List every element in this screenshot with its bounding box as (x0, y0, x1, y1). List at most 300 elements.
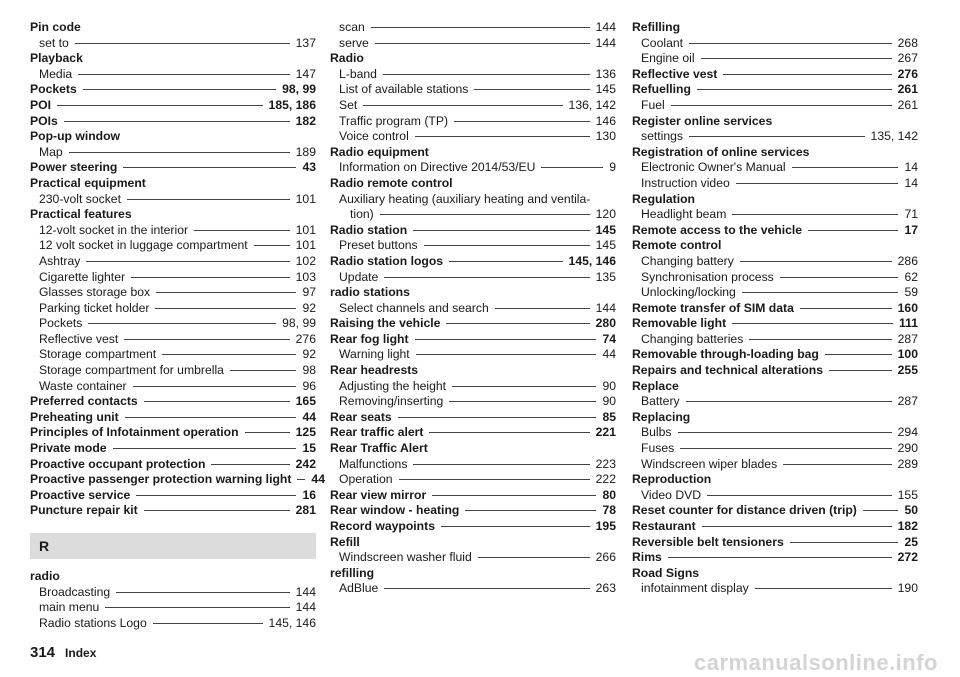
page-reference: 80 (602, 487, 616, 502)
leader-line (697, 89, 892, 90)
entry-label: Voice control (339, 129, 409, 144)
leader-line (105, 607, 289, 608)
index-entry[interactable] (330, 519, 616, 535)
index-entry[interactable] (632, 363, 918, 379)
page-reference: 276 (295, 331, 316, 346)
index-entry[interactable] (632, 301, 918, 317)
index-subentry[interactable] (30, 616, 316, 632)
leader-line (792, 167, 899, 168)
section-label: Index (65, 646, 97, 660)
leader-line (749, 339, 891, 340)
entry-label: Record waypoints (330, 519, 435, 533)
page-reference: 135, 142 (870, 129, 918, 144)
leader-line (449, 261, 562, 262)
entry-label: Parking ticket holder (39, 300, 150, 315)
index-subentry[interactable] (330, 192, 616, 223)
index-subentry[interactable] (330, 129, 616, 145)
page-reference: 101 (295, 222, 316, 237)
page-reference: 101 (295, 191, 316, 206)
entry-label: Fuses (641, 441, 675, 456)
index-entry[interactable] (632, 503, 918, 519)
leader-line (380, 214, 590, 215)
index-entry[interactable] (632, 67, 918, 83)
entry-label: Power steering (30, 160, 118, 175)
index-subentry[interactable] (330, 238, 616, 254)
leader-line (686, 401, 892, 402)
index-heading: refilling (330, 565, 375, 580)
leader-line (432, 495, 596, 496)
index-entry[interactable] (30, 488, 316, 504)
entry-label: Restaurant (632, 519, 696, 533)
leader-line (541, 167, 603, 168)
entry-label: Engine oil (641, 51, 695, 66)
page-reference: 14 (904, 160, 918, 175)
index-heading: Reproduction (632, 472, 712, 487)
index-subentry[interactable] (330, 581, 616, 597)
leader-line (742, 292, 899, 293)
index-subentry[interactable] (30, 301, 316, 317)
index-entry[interactable] (632, 519, 918, 535)
entry-label: Changing battery (641, 253, 734, 268)
index-entry[interactable] (330, 503, 616, 519)
index-entry[interactable] (30, 503, 316, 519)
page-reference: 17 (904, 222, 918, 237)
page-reference: 255 (897, 363, 918, 378)
entry-label: Map (39, 144, 63, 159)
index-entry[interactable] (632, 535, 918, 551)
index-subentry[interactable] (632, 270, 918, 286)
index-subentry[interactable] (632, 425, 918, 441)
entry-label: Reversible belt tensioners (632, 534, 784, 549)
page-reference: 190 (897, 581, 918, 596)
leader-line (153, 623, 263, 624)
leader-line (375, 43, 590, 44)
index-column-1 (30, 20, 325, 631)
index-subentry[interactable] (330, 472, 616, 488)
index-entry[interactable] (30, 160, 316, 176)
page-reference: 96 (302, 378, 316, 393)
index-subentry[interactable] (632, 285, 918, 301)
index-subentry[interactable] (632, 254, 918, 270)
index-subentry[interactable] (330, 82, 616, 98)
entry-label: Pockets (30, 82, 77, 97)
index-subentry[interactable] (330, 394, 616, 410)
entry-label: infotainment display (641, 581, 749, 596)
index-subentry[interactable] (632, 332, 918, 348)
page-reference: 130 (595, 129, 616, 144)
entry-label: Refuelling (632, 82, 691, 97)
entry-label: Headlight beam (641, 207, 727, 222)
index-entry[interactable] (632, 550, 918, 566)
entry-label: Private mode (30, 441, 107, 456)
page-reference: 145, 146 (568, 253, 616, 268)
index-entry[interactable] (330, 332, 616, 348)
entry-label: AdBlue (339, 581, 379, 596)
leader-line (736, 183, 899, 184)
index-subentry[interactable] (330, 20, 616, 36)
leader-line (701, 58, 892, 59)
index-heading: Pop-up window (30, 129, 121, 144)
index-subentry[interactable] (632, 207, 918, 223)
page-reference: 147 (295, 66, 316, 81)
entry-label: Set (339, 97, 358, 112)
index-subentry[interactable] (30, 67, 316, 83)
index-subentry[interactable] (632, 160, 918, 176)
leader-line (424, 245, 590, 246)
entry-label: Cigarette lighter (39, 269, 126, 284)
page-reference: 98, 99 (282, 316, 316, 331)
index-subentry[interactable] (330, 301, 616, 317)
page-reference: 97 (302, 285, 316, 300)
leader-line (125, 417, 297, 418)
leader-line (384, 277, 589, 278)
page-reference: 92 (302, 300, 316, 315)
page-reference: 136, 142 (568, 97, 616, 112)
index-subentry[interactable] (632, 441, 918, 457)
page-reference: 261 (897, 97, 918, 112)
index-heading: Practical features (30, 207, 132, 222)
leader-line (413, 230, 589, 231)
leader-line (478, 557, 590, 558)
leader-line (133, 386, 297, 387)
entry-label: Repairs and technical alterations (632, 363, 824, 378)
index-entry[interactable] (30, 114, 316, 130)
leader-line (131, 277, 290, 278)
page-reference: 100 (897, 347, 918, 362)
page-reference: 267 (897, 51, 918, 66)
index-entry[interactable] (30, 472, 325, 488)
page-reference: 281 (295, 503, 316, 518)
entry-label: Select channels and search (339, 300, 489, 315)
index-entry[interactable] (30, 457, 316, 473)
page-reference: 78 (602, 503, 616, 518)
entry-label: Preset buttons (339, 238, 418, 253)
leader-line (454, 121, 590, 122)
leader-line (398, 417, 597, 418)
leader-line (732, 214, 898, 215)
entry-label: Unlocking/locking (641, 285, 736, 300)
leader-line (671, 105, 892, 106)
page-reference: 290 (897, 441, 918, 456)
index-subentry[interactable] (30, 145, 316, 161)
index-entry[interactable] (632, 316, 918, 332)
index-subentry[interactable] (632, 176, 918, 192)
index-heading: Radio remote control (330, 175, 453, 190)
entry-label: Principles of Infotainment operation (30, 425, 239, 440)
entry-label: Storage compartment (39, 347, 157, 362)
leader-line (86, 261, 289, 262)
leader-line (211, 464, 289, 465)
entry-label: Windscreen washer fluid (339, 550, 472, 565)
index-subentry[interactable] (632, 457, 918, 473)
index-entry[interactable] (30, 441, 316, 457)
index-subentry[interactable] (632, 51, 918, 67)
entry-label: Proactive service (30, 487, 131, 502)
index-subentry[interactable] (330, 550, 616, 566)
leader-line (124, 339, 289, 340)
index-entry[interactable] (30, 394, 316, 410)
index-subentry[interactable] (632, 488, 918, 504)
page-reference: 144 (595, 35, 616, 50)
page-reference: 14 (904, 175, 918, 190)
page-reference: 242 (295, 456, 316, 471)
leader-line (680, 448, 891, 449)
index-subentry[interactable] (30, 285, 316, 301)
leader-line (474, 89, 589, 90)
index-heading: Replacing (632, 409, 691, 424)
leader-line (116, 592, 290, 593)
entry-label-end: tion) (350, 207, 374, 222)
entry-label: Pockets (39, 316, 83, 331)
leader-line (780, 277, 899, 278)
index-subentry[interactable] (30, 270, 316, 286)
page-reference: 182 (897, 519, 918, 533)
leader-line (723, 74, 891, 75)
index-heading: Road Signs (632, 565, 700, 580)
page-number: 314 (30, 644, 56, 661)
leader-line (800, 308, 892, 309)
index-subentry[interactable] (30, 600, 316, 616)
entry-label: Windscreen wiper blades (641, 456, 778, 471)
page-reference: 137 (295, 35, 316, 50)
index-subentry[interactable] (330, 36, 616, 52)
leader-line (384, 588, 589, 589)
entry-label: Proactive passenger protection warning light (30, 472, 292, 487)
page-reference: 98, 99 (282, 82, 316, 97)
entry-label: Preferred contacts (30, 394, 138, 409)
entry-label: Video DVD (641, 487, 702, 502)
leader-line (863, 510, 899, 511)
page-reference: 286 (897, 253, 918, 268)
index-entry[interactable] (330, 223, 616, 239)
page-footer (30, 644, 96, 661)
page-reference: 160 (897, 300, 918, 315)
index-entry[interactable] (330, 254, 616, 270)
entry-label: Removable light (632, 316, 727, 331)
index-subentry[interactable] (30, 254, 316, 270)
index-column-3 (632, 20, 918, 597)
entry-label: 230-volt socket (39, 191, 121, 206)
page-reference: 103 (295, 269, 316, 284)
page-reference: 145, 146 (268, 615, 316, 630)
page-reference: 287 (897, 394, 918, 409)
leader-line (69, 152, 290, 153)
page-reference: 90 (602, 394, 616, 409)
page-reference: 44 (302, 409, 316, 424)
index-subentry[interactable] (30, 192, 316, 208)
entry-label: Electronic Owner's Manual (641, 160, 786, 175)
index-entry[interactable] (30, 82, 316, 98)
entry-label: settings (641, 129, 684, 144)
entry-label: Broadcasting (39, 584, 111, 599)
entry-label: Battery (641, 394, 680, 409)
index-subentry[interactable] (632, 129, 918, 145)
index-column-2 (330, 20, 616, 597)
page-reference: 120 (595, 207, 616, 222)
index-subentry[interactable] (30, 36, 316, 52)
leader-line (113, 448, 297, 449)
index-heading: Refill (330, 534, 360, 549)
leader-line (446, 323, 589, 324)
entry-label: Rear view mirror (330, 487, 427, 502)
index-entry[interactable] (30, 425, 316, 441)
entry-label: POIs (30, 113, 58, 128)
page-reference: 185, 186 (268, 97, 316, 112)
index-entry[interactable] (632, 82, 918, 98)
index-subentry[interactable] (30, 332, 316, 348)
page-reference: 276 (897, 66, 918, 81)
index-heading: radio (30, 569, 60, 583)
page-reference: 135 (595, 269, 616, 284)
index-subentry[interactable] (632, 581, 918, 597)
page-reference: 287 (897, 331, 918, 346)
index-heading: Regulation (632, 191, 695, 206)
leader-line (732, 323, 893, 324)
leader-line (383, 74, 590, 75)
entry-label: POI (30, 97, 51, 112)
entry-label: Rear traffic alert (330, 425, 424, 440)
leader-line (88, 323, 276, 324)
entry-label: scan (339, 20, 365, 34)
entry-label: 12 volt socket in luggage compartment (39, 238, 248, 253)
index-entry[interactable] (330, 316, 616, 332)
index-subentry[interactable] (30, 363, 316, 379)
index-heading: Rear headrests (330, 363, 419, 378)
leader-line (127, 199, 290, 200)
leader-line (416, 354, 597, 355)
index-subentry[interactable] (330, 160, 616, 176)
index-heading: Remote control (632, 238, 722, 253)
entry-label: Fuel (641, 97, 665, 112)
index-subentry[interactable] (632, 98, 918, 114)
entry-label: serve (339, 35, 369, 50)
entry-label: Glasses storage box (39, 285, 151, 300)
entry-label: Reset counter for distance driven (trip) (632, 503, 857, 518)
index-subentry[interactable] (30, 347, 316, 363)
page-reference: 268 (897, 35, 918, 50)
index-subentry[interactable] (330, 347, 616, 363)
index-entry[interactable] (330, 425, 616, 441)
page-reference: 182 (295, 113, 316, 128)
page-reference: 92 (302, 347, 316, 362)
leader-line (245, 432, 290, 433)
leader-line (230, 370, 297, 371)
entry-label: Adjusting the height (339, 378, 447, 393)
page-reference: 50 (904, 503, 918, 518)
leader-line (808, 230, 898, 231)
leader-line (465, 510, 596, 511)
index-subentry[interactable] (30, 585, 316, 601)
page-reference: 223 (595, 456, 616, 471)
index-subentry[interactable] (330, 379, 616, 395)
index-subentry[interactable] (632, 394, 918, 410)
page-reference: 25 (904, 534, 918, 549)
index-subentry[interactable] (330, 457, 616, 473)
leader-line (371, 27, 590, 28)
page-reference: 90 (602, 378, 616, 393)
page-reference: 9 (609, 160, 616, 175)
entry-label: List of available stations (339, 82, 469, 97)
page-reference: 221 (595, 425, 616, 440)
entry-label-continued (330, 207, 616, 223)
entry-label: Remote access to the vehicle (632, 222, 803, 237)
entry-label: Proactive occupant protection (30, 456, 206, 471)
index-subentry[interactable] (30, 316, 316, 332)
entry-label: Puncture repair kit (30, 503, 138, 518)
leader-line (162, 354, 296, 355)
page-reference: 62 (904, 269, 918, 284)
page-reference: 44 (602, 347, 616, 362)
entry-label: Auxiliary heating (auxiliary heating and ventila- (339, 191, 591, 206)
entry-label: Synchronisation process (641, 269, 774, 284)
index-entry[interactable] (30, 98, 316, 114)
leader-line (64, 121, 290, 122)
index-subentry[interactable] (330, 270, 616, 286)
index-subentry[interactable] (30, 379, 316, 395)
index-entry[interactable] (632, 347, 918, 363)
index-heading: Practical equipment (30, 175, 146, 190)
index-entry[interactable] (30, 410, 316, 426)
leader-line (452, 386, 596, 387)
leader-line (57, 105, 263, 106)
index-heading: radio stations (330, 285, 410, 300)
page-reference: 195 (595, 519, 616, 533)
index-heading: Rear Traffic Alert (330, 441, 428, 456)
page-reference: 125 (295, 425, 316, 440)
page-reference: 280 (595, 316, 616, 331)
leader-line (156, 292, 296, 293)
leader-line (755, 588, 892, 589)
entry-label: 12-volt socket in the interior (39, 222, 189, 237)
page-reference: 145 (595, 222, 616, 237)
page-reference: 136 (595, 66, 616, 81)
page-reference: 272 (897, 550, 918, 565)
entry-label: Malfunctions (339, 456, 408, 471)
leader-line (678, 432, 892, 433)
index-subentry[interactable] (632, 36, 918, 52)
index-subentry[interactable] (30, 223, 316, 239)
page-reference: 15 (302, 441, 316, 456)
index-subentry[interactable] (330, 67, 616, 83)
index-heading: Register online services (632, 113, 773, 128)
leader-line (689, 43, 892, 44)
index-heading: Replace (632, 378, 679, 393)
entry-label: Changing batteries (641, 331, 744, 346)
entry-label: Rear fog light (330, 331, 409, 346)
page-reference: 43 (302, 160, 316, 175)
index-entry[interactable] (330, 488, 616, 504)
index-subentry[interactable] (330, 114, 616, 130)
entry-label: Storage compartment for umbrella (39, 363, 224, 378)
index-subentry[interactable] (30, 238, 316, 254)
page-reference: 263 (595, 581, 616, 596)
leader-line (829, 370, 892, 371)
leader-line (495, 308, 590, 309)
index-entry[interactable] (330, 410, 616, 426)
index-heading: Pin code (30, 20, 81, 34)
page-reference: 144 (595, 300, 616, 315)
leader-line (155, 308, 296, 309)
entry-label: set to (39, 35, 69, 50)
page-reference: 85 (602, 409, 616, 424)
leader-line (144, 401, 290, 402)
index-entry[interactable] (632, 223, 918, 239)
entry-label: Rims (632, 550, 662, 565)
entry-label: Raising the vehicle (330, 316, 441, 331)
entry-label: Preheating unit (30, 409, 119, 424)
leader-line (689, 136, 865, 137)
index-subentry[interactable] (330, 98, 616, 114)
